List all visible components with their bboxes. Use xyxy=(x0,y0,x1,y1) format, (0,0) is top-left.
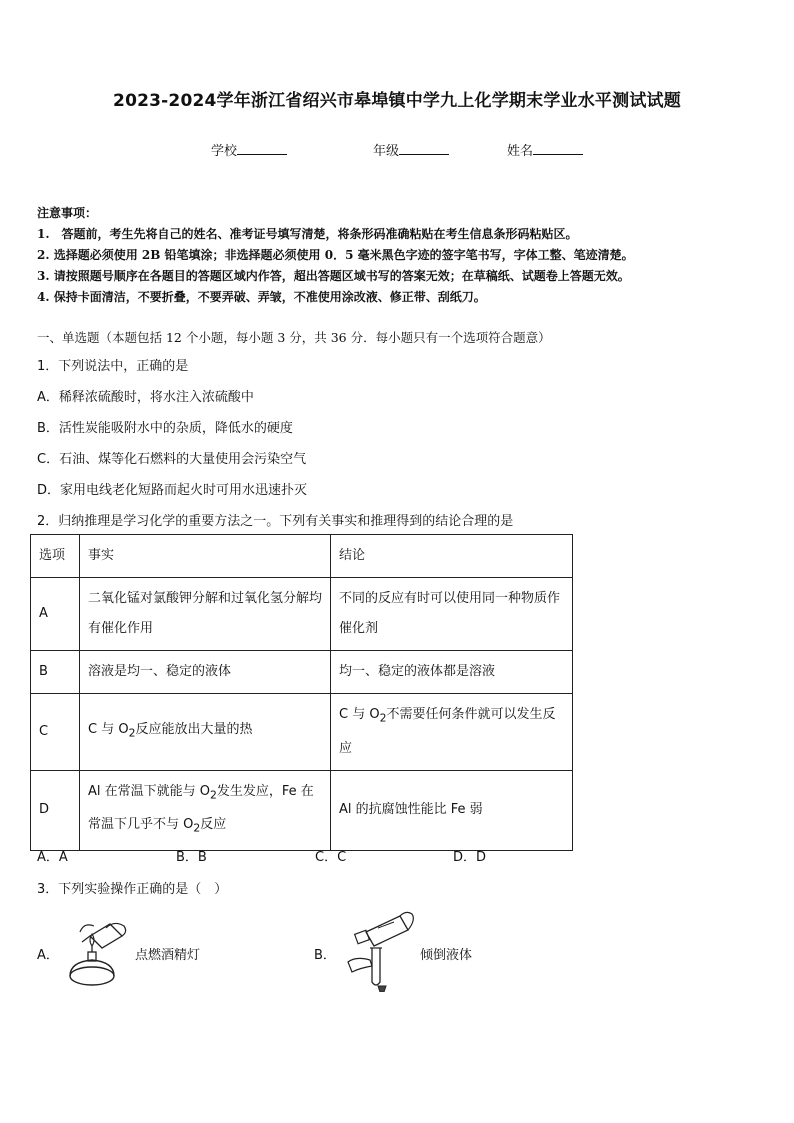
note-item: 4. 保持卡面清洁，不要折叠，不要弄破、弄皱，不准使用涂改液、修正带、刮纸刀。 xyxy=(37,290,486,304)
alcohol-lamp-icon xyxy=(62,918,132,990)
note-item: 3. 请按照题号顺序在各题目的答题区域内作答，超出答题区域书写的答案无效；在草稿纸、试题卷上答题无效。 xyxy=(37,269,630,283)
notes-section xyxy=(37,203,634,308)
q1-option-c[interactable]: C．石油、煤等化石燃料的大量使用会污染空气 xyxy=(37,452,307,467)
table-row xyxy=(31,770,573,850)
q1-option-d[interactable]: D．家用电线老化短路而起火时可用水迅速扑灭 xyxy=(37,483,308,498)
fact-text: C 与 O xyxy=(88,722,129,737)
q3-option-a-text: 点燃酒精灯 xyxy=(135,948,201,963)
q2-stem: 2．归纳推理是学习化学的重要方法之一。下列有关事实和推理得到的结论合理的是 xyxy=(37,514,514,529)
row-conclusion: Al 的抗腐蚀性能比 Fe 弱 xyxy=(331,770,573,850)
name-blank[interactable] xyxy=(533,142,583,155)
page-title: 2023-2024学年浙江省绍兴市皋埠镇中学九上化学期末学业水平测试试题 xyxy=(113,91,681,111)
table-row xyxy=(31,694,573,771)
row-option: C xyxy=(31,694,80,771)
notes-heading: 注意事项： xyxy=(37,206,98,220)
header-conclusion: 结论 xyxy=(331,535,573,578)
table-header-row xyxy=(31,535,573,578)
school-label: 学校 xyxy=(211,144,238,159)
q1-option-a[interactable]: A．稀释浓硫酸时，将水注入浓硫酸中 xyxy=(37,390,254,405)
fact-text: Al 在常温下就能与 O xyxy=(88,783,211,799)
row-option: D xyxy=(31,770,80,850)
q2-choice-b[interactable]: B．B xyxy=(176,850,207,865)
conclusion-text: C 与 O xyxy=(339,707,380,722)
grade-label: 年级 xyxy=(373,144,400,159)
q3-option-a-letter[interactable]: A． xyxy=(37,948,59,963)
row-fact xyxy=(80,770,331,850)
name-field xyxy=(507,140,583,159)
conclusion-text: 不需要任何条件就可以发生反应 xyxy=(339,707,556,756)
fact-text: 反应 xyxy=(200,817,227,833)
q3-option-b-letter[interactable]: B． xyxy=(314,948,336,963)
row-option: A xyxy=(31,578,80,651)
school-field xyxy=(211,140,287,159)
header-fact: 事实 xyxy=(80,535,331,578)
q2-choice-c[interactable]: C．C xyxy=(315,850,347,865)
name-label: 姓名 xyxy=(507,144,534,159)
q1-option-b[interactable]: B．活性炭能吸附水中的杂质，降低水的硬度 xyxy=(37,421,293,436)
q1-stem: 1．下列说法中，正确的是 xyxy=(37,359,189,374)
note-item: 1. 答题前，考生先将自己的姓名、准考证号填写清楚，将条形码准确粘贴在考生信息条形码粘贴区。 xyxy=(37,227,578,241)
fact-text: 反应能放出大量的热 xyxy=(135,722,253,737)
fact-text: 发生发应，Fe 在常温下几乎不与 O xyxy=(88,783,314,833)
row-option: B xyxy=(31,651,80,694)
subscript: 2 xyxy=(379,711,387,725)
row-conclusion: 均一、稳定的液体都是溶液 xyxy=(331,651,573,694)
q2-choice-d[interactable]: D．D xyxy=(453,850,487,865)
table-row xyxy=(31,578,573,651)
section-heading: 一、单选题（本题包括 12 个小题，每小题 3 分，共 36 分．每小题只有一个选项符合题意） xyxy=(37,330,551,345)
q2-table xyxy=(30,534,573,851)
note-item: 2. 选择题必须使用 2B 铅笔填涂；非选择题必须使用 0．5 毫米黑色字迹的签字笔书写，字体工整、笔迹清楚。 xyxy=(37,248,634,262)
school-blank[interactable] xyxy=(237,142,287,155)
subscript: 2 xyxy=(193,821,201,835)
grade-blank[interactable] xyxy=(399,142,449,155)
row-conclusion xyxy=(331,694,573,771)
q3-option-b-text: 倾倒液体 xyxy=(420,948,473,963)
row-fact: 二氧化锰对氯酸钾分解和过氧化氢分解均有催化作用 xyxy=(80,578,331,651)
q2-choice-a[interactable]: A．A xyxy=(37,850,68,865)
pouring-liquid-icon xyxy=(338,908,418,992)
row-fact xyxy=(80,694,331,771)
q3-stem: 3．下列实验操作正确的是（ ） xyxy=(37,882,228,897)
subscript: 2 xyxy=(210,788,217,802)
row-conclusion: 不同的反应有时可以使用同一种物质作催化剂 xyxy=(331,578,573,651)
grade-field xyxy=(373,140,449,159)
subscript: 2 xyxy=(128,726,136,740)
table-row xyxy=(31,651,573,694)
row-fact: 溶液是均一、稳定的液体 xyxy=(80,651,331,694)
header-option: 选项 xyxy=(31,535,80,578)
